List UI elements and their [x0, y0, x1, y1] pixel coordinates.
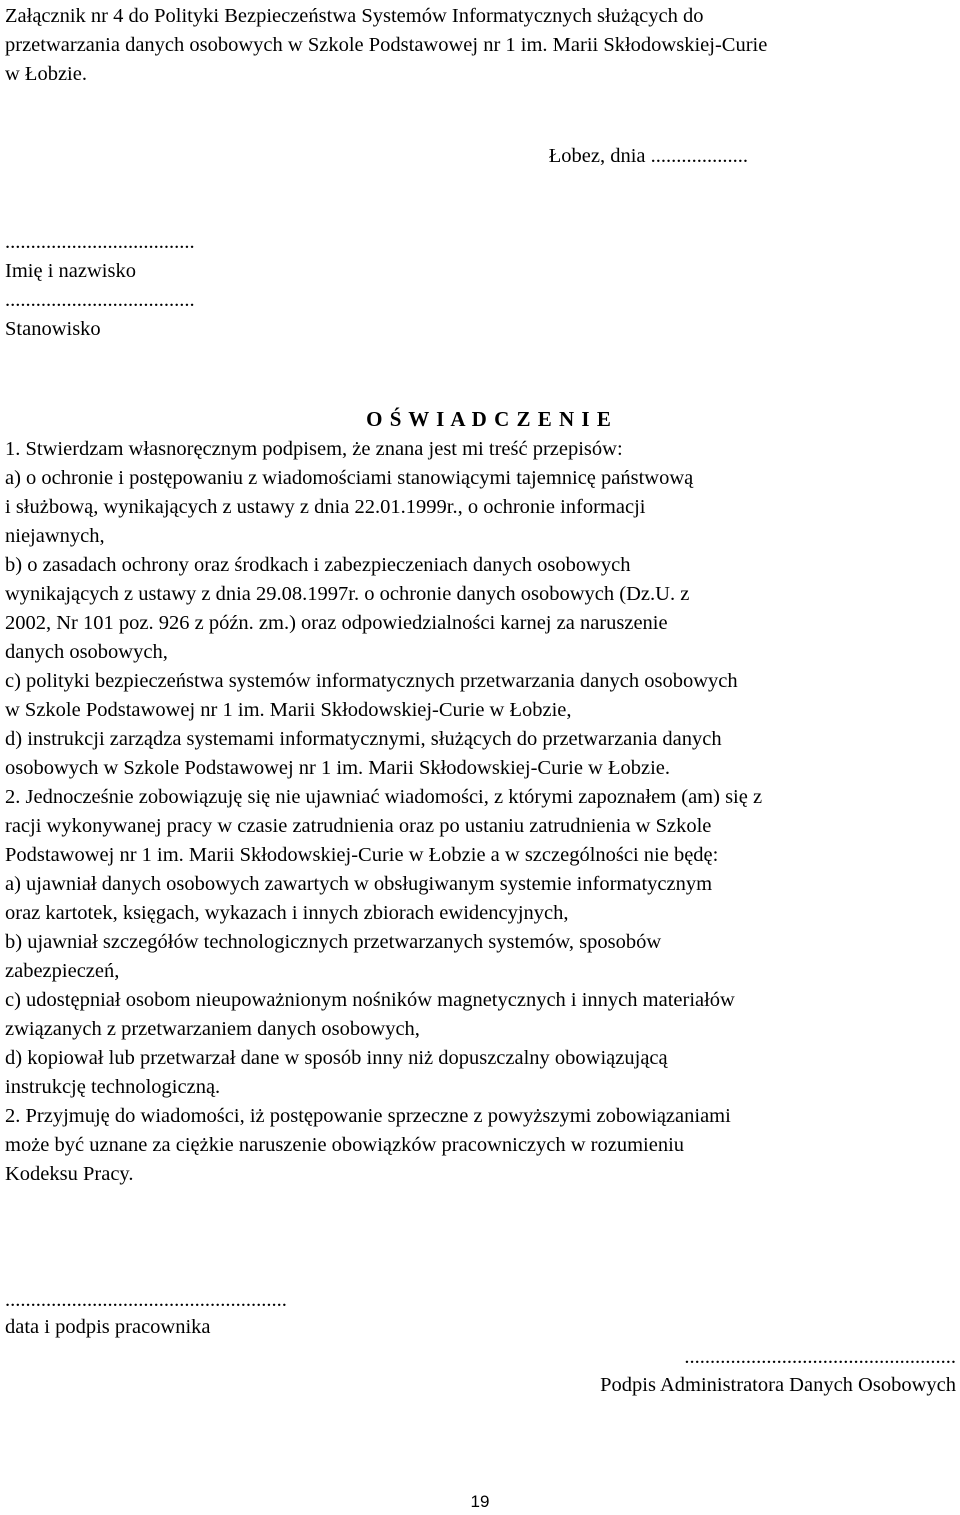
employee-signature-dots: .......................................................	[5, 1289, 287, 1311]
document-title: O Ś W I A D C Z E N I E	[366, 407, 612, 431]
date-field: Łobez, dnia ...................	[548, 145, 748, 167]
body-line: a) o ochronie i postępowaniu z wiadomościami stanowiącymi tajemnicę państwową	[5, 467, 694, 489]
employee-signature-label: data i podpis pracownika	[5, 1316, 211, 1338]
body-line: instrukcję technologiczną.	[5, 1076, 221, 1098]
body-line: i służbową, wynikających z ustawy z dnia 22.01.1999r., o ochronie informacji	[5, 496, 646, 518]
body-line: racji wykonywanej pracy w czasie zatrudnienia oraz po ustaniu zatrudnienia w Szkole	[5, 815, 712, 837]
body-line: 2. Jednocześnie zobowiązuję się nie ujawniać wiadomości, z którymi zapoznałem (am) się z	[5, 786, 763, 808]
body-line: d) instrukcji zarządza systemami informatycznymi, służących do przetwarzania danych	[5, 728, 722, 750]
body-line: a) ujawniał danych osobowych zawartych w obsługiwanym systemie informatycznym	[5, 873, 713, 895]
body-line: danych osobowych,	[5, 641, 168, 663]
body-line: w Szkole Podstawowej nr 1 im. Marii Skłodowskiej-Curie w Łobzie,	[5, 699, 572, 721]
body-line: osobowych w Szkole Podstawowej nr 1 im. Marii Skłodowskiej-Curie w Łobzie.	[5, 757, 671, 779]
body-line: c) polityki bezpieczeństwa systemów informatycznych przetwarzania danych osobowych	[5, 670, 738, 692]
body-line: c) udostępniał osobom nieupoważnionym nośników magnetycznych i innych materiałów	[5, 989, 735, 1011]
body-line: 2002, Nr 101 poz. 926 z późn. zm.) oraz odpowiedzialności karnej za naruszenie	[5, 612, 668, 634]
body-line: b) ujawniał szczegółów technologicznych przetwarzanych systemów, sposobów	[5, 931, 662, 953]
admin-signature-dots: .....................................................	[684, 1346, 956, 1368]
body-line: Kodeksu Pracy.	[5, 1163, 134, 1185]
admin-signature-label: Podpis Administratora Danych Osobowych	[600, 1374, 956, 1396]
body-line: wynikających z ustawy z dnia 29.08.1997r. o ochronie danych osobowych (Dz.U. z	[5, 583, 690, 605]
body-line: związanych z przetwarzaniem danych osobowych,	[5, 1018, 420, 1040]
body-line: zabezpieczeń,	[5, 960, 120, 982]
body-line: może być uznane za ciężkie naruszenie obowiązków pracowniczych w rozumieniu	[5, 1134, 685, 1156]
body-line: b) o zasadach ochrony oraz środkach i zabezpieczeniach danych osobowych	[5, 554, 631, 576]
position-dots: .....................................	[5, 289, 195, 311]
body-line: oraz kartotek, księgach, wykazach i innych zbiorach ewidencyjnych,	[5, 902, 569, 924]
position-label: Stanowisko	[5, 318, 101, 340]
body-line: Podstawowej nr 1 im. Marii Skłodowskiej-Curie w Łobzie a w szczególności nie będę:	[5, 844, 719, 866]
body-line: 1. Stwierdzam własnoręcznym podpisem, że znana jest mi treść przepisów:	[5, 438, 623, 460]
body-line: 2. Przyjmuję do wiadomości, iż postępowanie sprzeczne z powyższymi zobowiązaniami	[5, 1105, 731, 1127]
header-line-2: przetwarzania danych osobowych w Szkole Podstawowej nr 1 im. Marii Skłodowskiej-Curie	[5, 34, 768, 56]
name-dots: .....................................	[5, 231, 195, 253]
header-line-3: w Łobzie.	[5, 63, 87, 85]
page-number: 19	[470, 1492, 490, 1511]
name-label: Imię i nazwisko	[5, 260, 136, 282]
body-line: d) kopiował lub przetwarzał dane w sposób inny niż dopuszczalny obowiązującą	[5, 1047, 668, 1069]
body-line: niejawnych,	[5, 525, 105, 547]
header-line-1: Załącznik nr 4 do Polityki Bezpieczeństwa Systemów Informatycznych służących do	[5, 5, 704, 27]
